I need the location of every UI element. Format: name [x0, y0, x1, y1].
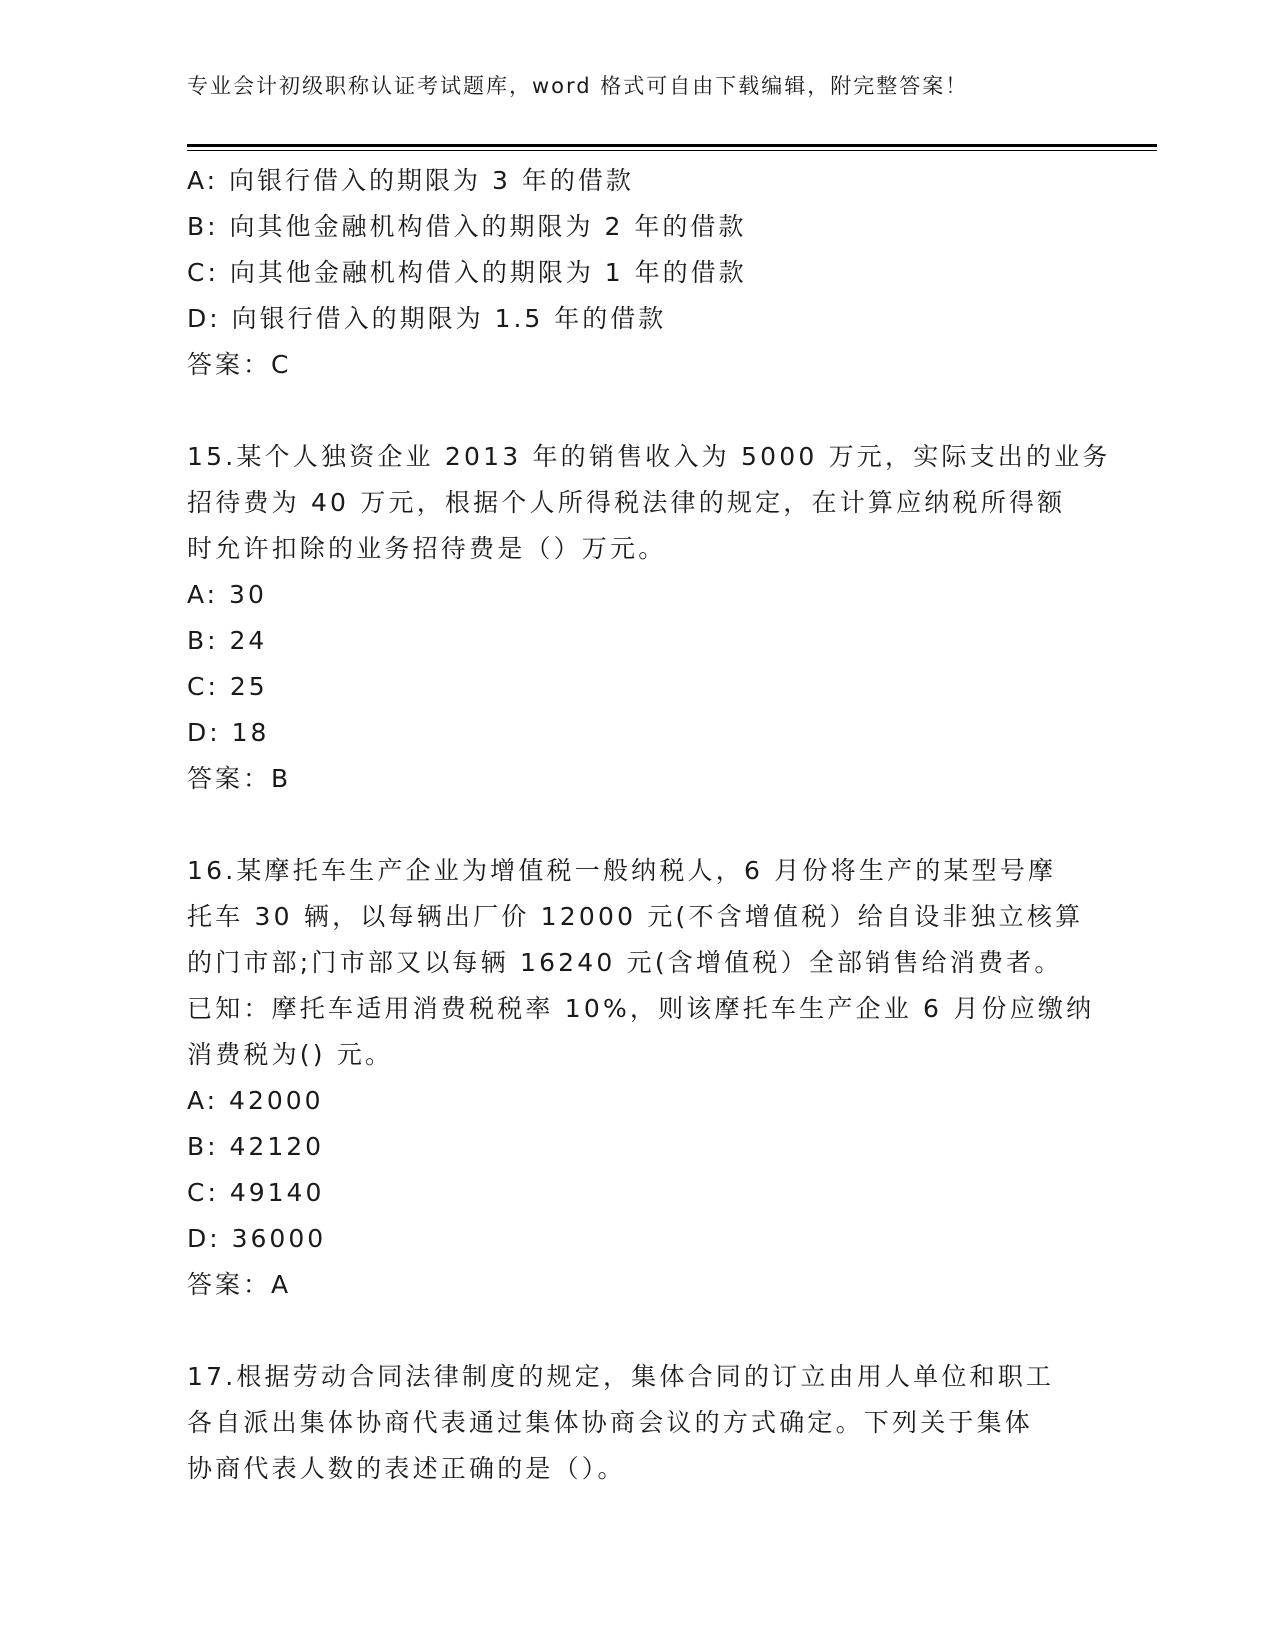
header-rule-thick: [187, 144, 1157, 147]
question-14: [187, 158, 1087, 388]
answer-line: 答案：B: [187, 764, 292, 793]
question-15: [187, 434, 1111, 802]
header-rule-thin: [187, 150, 1157, 151]
option-d: D: 36000: [187, 1224, 327, 1253]
option-c: C: 向其他金融机构借入的期限为 1 年的借款: [187, 258, 747, 287]
option-a: A: 向银行借入的期限为 3 年的借款: [187, 166, 634, 195]
spacer: [187, 388, 1087, 434]
stem-line: 招待费为 40 万元，根据个人所得税法律的规定，在计算应纳税所得额: [187, 488, 1066, 517]
answer-line: 答案：C: [187, 350, 292, 379]
spacer: [187, 802, 1087, 848]
option-a: A: 42000: [187, 1086, 324, 1115]
spacer: [187, 1308, 1087, 1354]
stem-line: 时允许扣除的业务招待费是（）万元。: [187, 534, 667, 563]
question-stem: [187, 434, 1111, 572]
stem-line: 协商代表人数的表述正确的是（）。: [187, 1454, 626, 1483]
option-d: D: 向银行借入的期限为 1.5 年的借款: [187, 304, 667, 333]
option-b: B: 向其他金融机构借入的期限为 2 年的借款: [187, 212, 747, 241]
option-b: B: 24: [187, 626, 268, 655]
stem-line: 15.某个人独资企业 2013 年的销售收入为 5000 万元，实际支出的业务: [187, 442, 1111, 471]
stem-line: 的门市部;门市部又以每辆 16240 元(含增值税）全部销售给消费者。: [187, 948, 1063, 977]
stem-line: 托车 30 辆，以每辆出厂价 12000 元(不含增值税）给自设非独立核算: [187, 902, 1084, 931]
stem-line: 16.某摩托车生产企业为增值税一般纳税人，6 月份将生产的某型号摩: [187, 856, 1057, 885]
stem-line: 各自派出集体协商代表通过集体协商会议的方式确定。下列关于集体: [187, 1408, 1034, 1437]
question-17: [187, 1354, 1087, 1492]
page-header: 专业会计初级职称认证考试题库，word 格式可自由下载编辑，附完整答案！: [187, 74, 969, 98]
option-a: A: 30: [187, 580, 267, 609]
stem-line: 消费税为() 元。: [187, 1040, 394, 1069]
question-stem: [187, 1354, 1087, 1492]
question-stem: [187, 848, 1095, 1078]
option-d: D: 18: [187, 718, 270, 747]
answer-line: 答案：A: [187, 1270, 292, 1299]
option-b: B: 42120: [187, 1132, 325, 1161]
stem-line: 已知：摩托车适用消费税税率 10%，则该摩托车生产企业 6 月份应缴纳: [187, 994, 1095, 1023]
option-c: C: 49140: [187, 1178, 325, 1207]
stem-line: 17.根据劳动合同法律制度的规定，集体合同的订立由用人单位和职工: [187, 1362, 1055, 1391]
question-16: [187, 848, 1095, 1308]
option-c: C: 25: [187, 672, 268, 701]
question-content: [187, 158, 1111, 1492]
